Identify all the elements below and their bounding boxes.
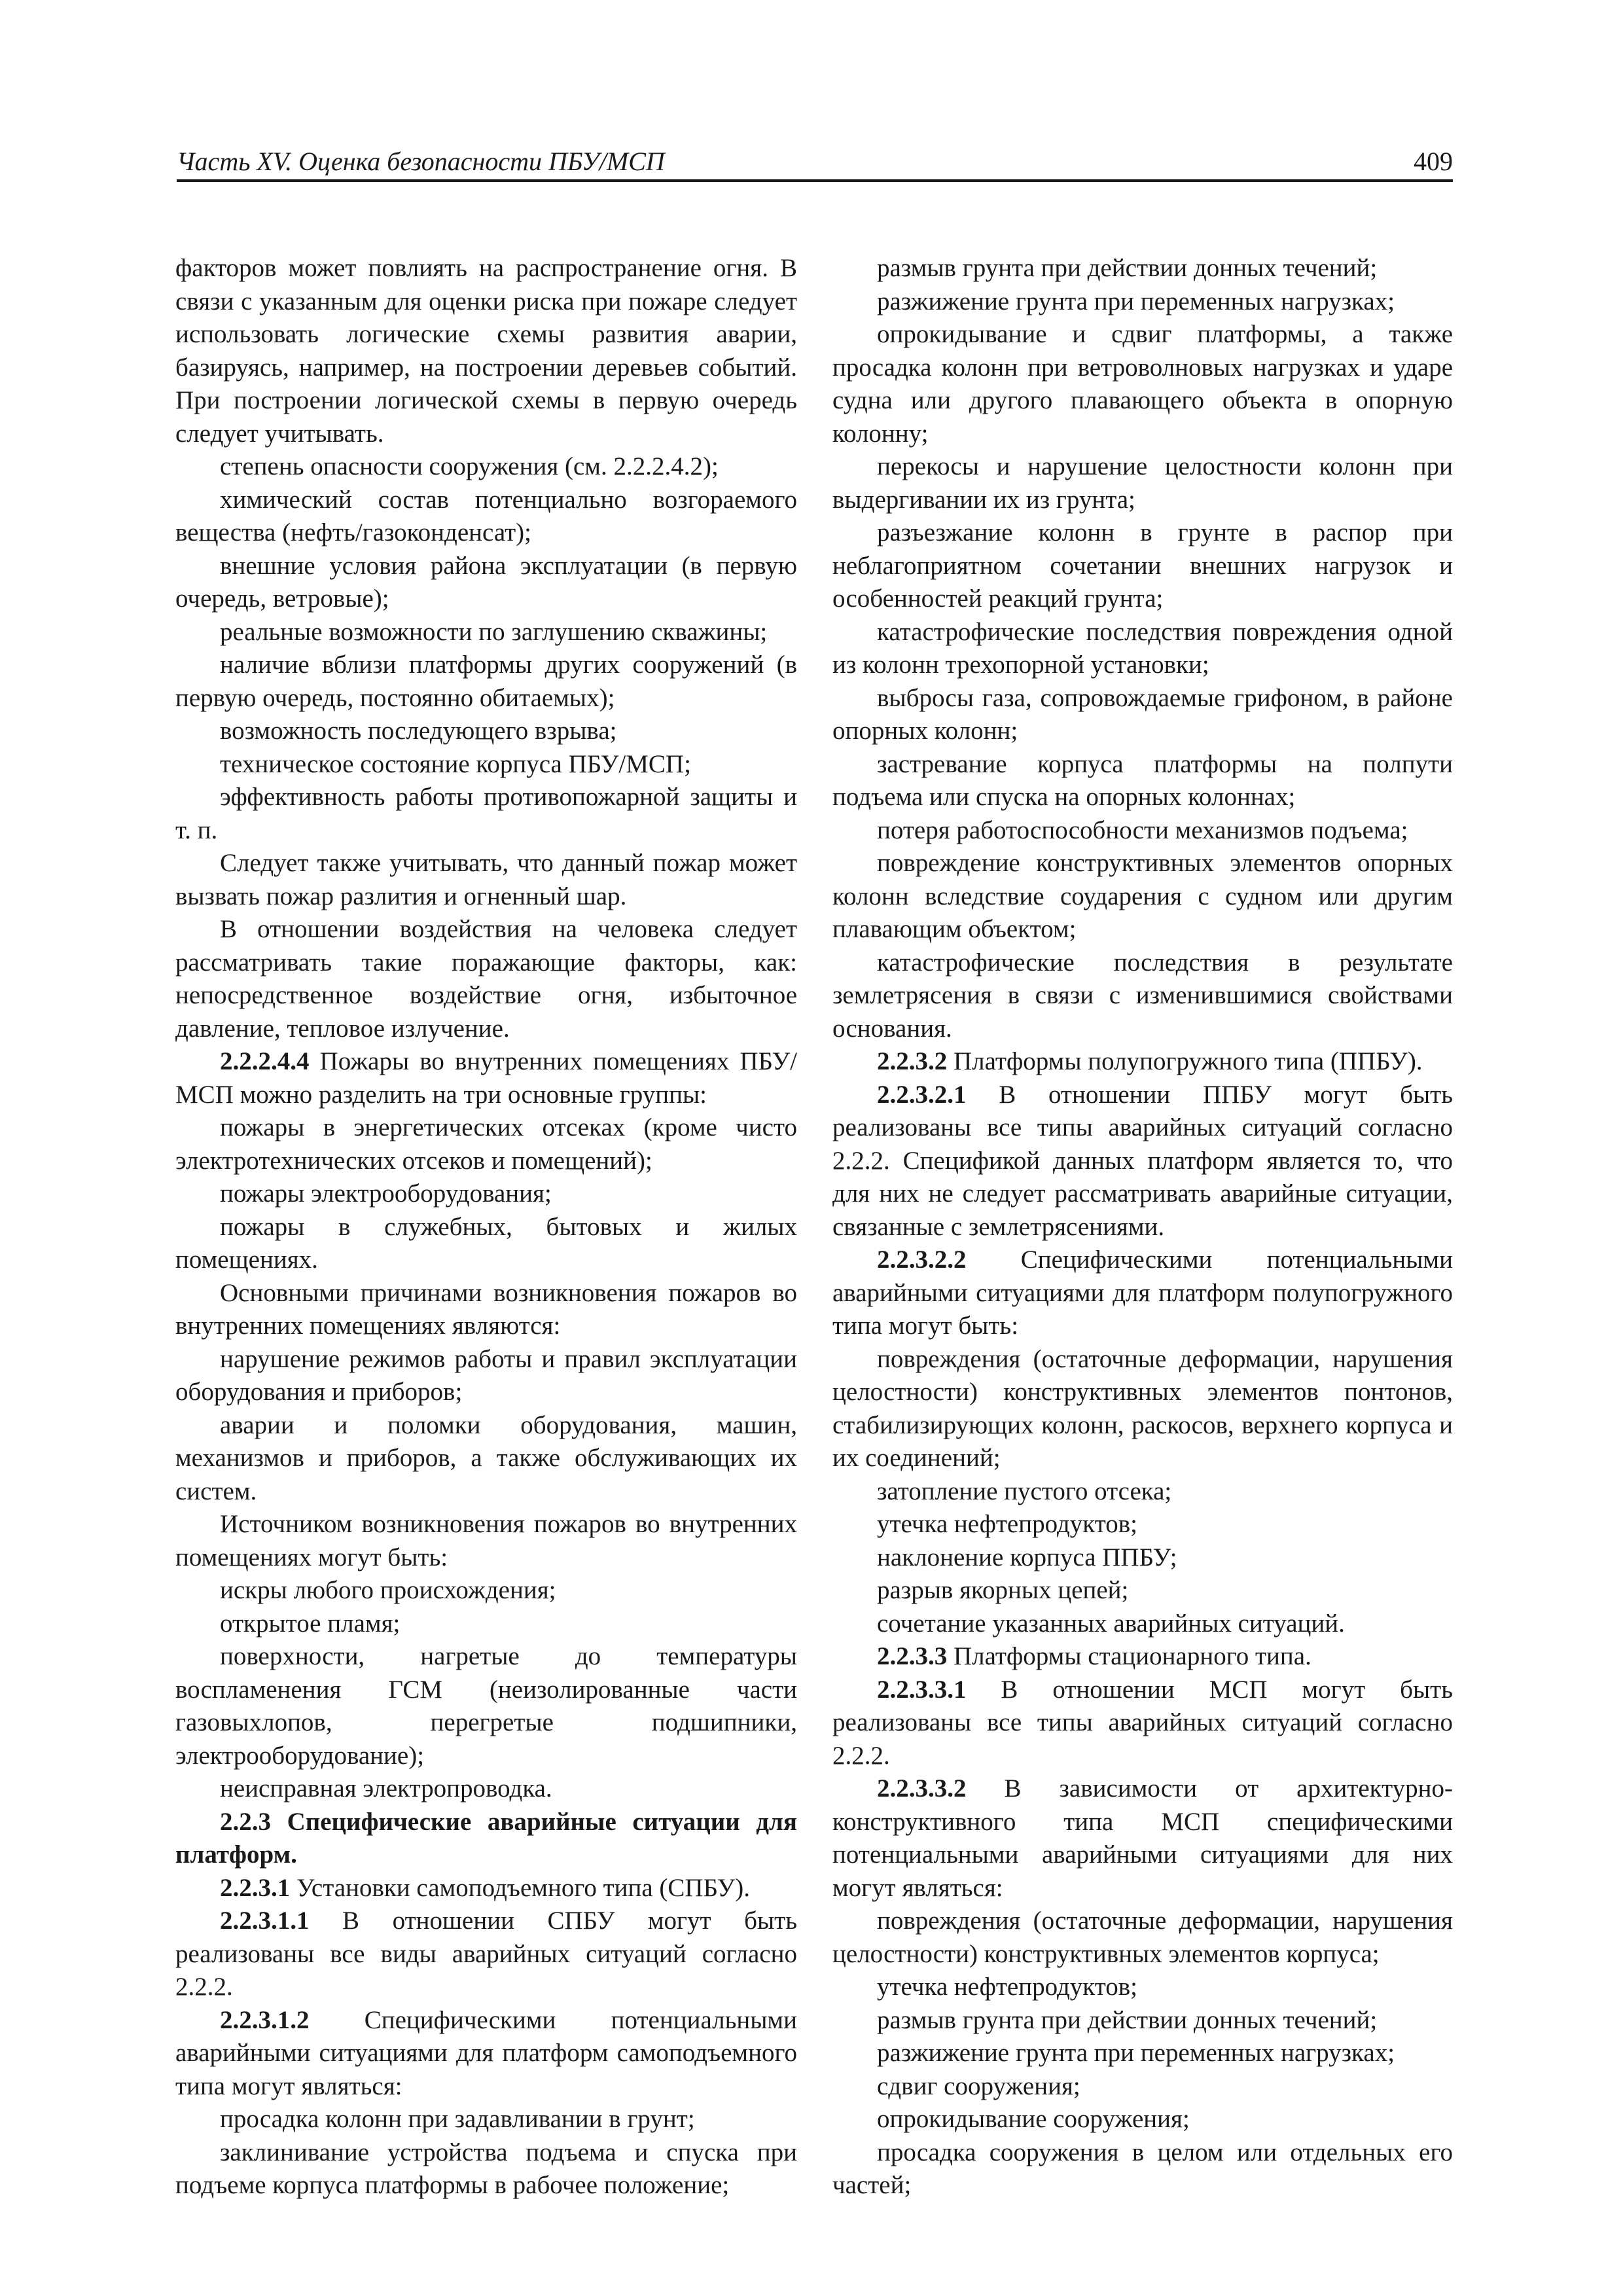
section-number: 2.2.3.3 (877, 1642, 948, 1670)
paragraph (832, 682, 1453, 748)
paragraph (175, 616, 797, 649)
paragraph (832, 1045, 1453, 1079)
paragraph (175, 1607, 797, 1641)
paragraph-text: наличие вблизи платформы других сооружений (в первую очередь, постоянно обитаемых); (175, 651, 797, 712)
paragraph-text: степень опасности сооружения (см. 2.2.2.4.2); (220, 452, 719, 480)
paragraph-text: открытое пламя; (220, 1609, 401, 1638)
paragraph (175, 781, 797, 847)
paragraph (832, 1244, 1453, 1343)
paragraph-text: потеря работоспособности механизмов подъема; (877, 816, 1408, 844)
paragraph (175, 1211, 797, 1277)
paragraph-text: Платформы стационарного типа. (947, 1642, 1311, 1670)
paragraph (175, 1177, 797, 1211)
right-column (832, 252, 1453, 2202)
paragraph-text: выбросы газа, сопровождаемые грифоном, в районе опорных колонн; (832, 683, 1453, 745)
paragraph (175, 649, 797, 715)
paragraph (832, 2136, 1453, 2202)
paragraph (832, 1905, 1453, 1971)
paragraph-text: Специфическими потенциальными аварийными ситуациями для платформ полупогружного типа могут быть: (832, 1246, 1453, 1340)
paragraph-text: разрыв якорных цепей; (877, 1576, 1129, 1604)
paragraph (832, 1607, 1453, 1641)
paragraph (175, 1872, 797, 1905)
paragraph (175, 2136, 797, 2202)
paragraph (832, 748, 1453, 814)
paragraph (832, 1574, 1453, 1607)
paragraph (832, 450, 1453, 516)
paragraph (832, 814, 1453, 848)
paragraph-text: повреждения (остаточные деформации, нарушения целостности) конструктивных элементов понтонов, стабилизирующих колонн, раскосов, верхнего корпуса и их соединений; (832, 1344, 1453, 1472)
paragraph-text: Пожары во внутренних помещениях ПБУ/МСП можно разделить на три основные группы: (175, 1047, 797, 1109)
paragraph (175, 450, 797, 484)
paragraph-text: неисправная электропроводка. (220, 1774, 552, 1803)
paragraph (832, 1541, 1453, 1575)
paragraph-text: Основными причинами возникновения пожаров во внутренних помещениях являются: (175, 1278, 797, 1340)
paragraph-text: Установки самоподъемного типа (СПБУ). (290, 1873, 750, 1902)
paragraph (175, 1277, 797, 1343)
paragraph (832, 2070, 1453, 2104)
paragraph-text: повреждения (остаточные деформации, нарушения целостности) конструктивных элементов корпуса; (832, 1907, 1453, 1968)
paragraph-text: Следует также учитывать, что данный пожар может вызвать пожар разлития и огненный шар. (175, 849, 797, 910)
paragraph (832, 516, 1453, 616)
paragraph-text: наклонение корпуса ППБУ; (877, 1543, 1177, 1571)
paragraph-text: возможность последующего взрыва; (220, 717, 617, 745)
paragraph-text: пожары электрооборудования; (220, 1179, 552, 1208)
paragraph (175, 847, 797, 913)
paragraph (175, 550, 797, 616)
paragraph-text: факторов может повлиять на распространение огня. В связи с указанным для оценки риска при пожаре следует использовать логические схемы развития аварии, базируясь, например, на построении деревьев событий. При построении логической схемы в первую очередь следует учитывать. (175, 254, 797, 448)
paragraph (175, 913, 797, 1045)
paragraph-text: В отношении СПБУ могут быть реализованы все виды аварийных ситуаций согласно 2.2.2. (175, 1907, 797, 2001)
paragraph (832, 1971, 1453, 2004)
section-number: 2.2.2.4.4 (220, 1047, 310, 1075)
paragraph-text: перекосы и нарушение целостности колонн при выдергивании их из грунта; (832, 452, 1453, 514)
paragraph-text: Платформы полупогружного типа (ППБУ). (947, 1047, 1423, 1075)
paragraph (832, 1508, 1453, 1541)
paragraph (832, 1079, 1453, 1244)
paragraph-text: искры любого происхождения; (220, 1576, 556, 1604)
paragraph-text: техническое состояние корпуса ПБУ/МСП; (220, 749, 691, 778)
paragraph-text: эффективность работы противопожарной защиты и т. п. (175, 783, 797, 844)
paragraph-text: нарушение режимов работы и правил эксплуатации оборудования и приборов; (175, 1344, 797, 1406)
paragraph-text: В отношении ППБУ могут быть реализованы все типы аварийных ситуаций согласно 2.2.2. Спецификой данных платформ является то, что для них не следует рассматривать аварийные ситуации, связанные с землетрясениями. (832, 1080, 1453, 1241)
paragraph (175, 2004, 797, 2104)
paragraph-text: В отношении воздействия на человека следует рассматривать такие поражающие факторы, как: непосредственное воздействие огня, избыточное давление, тепловое излучение. (175, 915, 797, 1043)
paragraph-text: В отношении МСП могут быть реализованы все типы аварийных ситуаций согласно 2.2.2. (832, 1675, 1453, 1770)
paragraph (175, 1772, 797, 1806)
paragraph (832, 1343, 1453, 1475)
paragraph (175, 1806, 797, 1872)
paragraph (832, 252, 1453, 285)
paragraph (832, 2103, 1453, 2136)
paragraph-text: утечка нефтепродуктов; (877, 1510, 1137, 1538)
section-number: 2.2.3.1.1 (220, 1907, 310, 1935)
paragraph (832, 1640, 1453, 1674)
paragraph-text: химический состав потенциально возгораемого вещества (нефть/газоконденсат); (175, 485, 797, 547)
paragraph-text: размыв грунта при действии донных течений; (877, 254, 1378, 282)
paragraph-text: опрокидывание и сдвиг платформы, а также просадка колонн при ветроволновых нагрузках и ударе судна или другого плавающего объекта в опорную колонну; (832, 320, 1453, 448)
paragraph (832, 1475, 1453, 1509)
paragraph-text: застревание корпуса платформы на полпути подъема или спуска на опорных колоннах; (832, 749, 1453, 811)
section-number: 2.2.3.2.1 (877, 1080, 967, 1109)
paragraph (175, 2103, 797, 2136)
section-number: 2.2.3.3.1 (877, 1675, 967, 1704)
paragraph-text: заклинивание устройства подъема и спуска при подъеме корпуса платформы в рабочее положение; (175, 2138, 797, 2199)
paragraph (832, 1674, 1453, 1773)
paragraph (175, 252, 797, 450)
paragraph-text: опрокидывание сооружения; (877, 2105, 1190, 2133)
paragraph (175, 1905, 797, 2004)
paragraph-text: В зависимости от архитектурно-конструктивного типа МСП специфическими потенциальными аварийными ситуациями для них могут являться: (832, 1774, 1453, 1902)
running-header (177, 143, 1453, 182)
paragraph-text: внешние условия района эксплуатации (в первую очередь, ветровые); (175, 551, 797, 613)
paragraph (175, 715, 797, 748)
paragraph-text: реальные возможности по заглушению скважины; (220, 617, 768, 646)
paragraph-text: утечка нефтепродуктов; (877, 1973, 1137, 2001)
paragraph-text: просадка сооружения в целом или отдельных его частей; (832, 2138, 1453, 2199)
paragraph (832, 946, 1453, 1046)
paragraph (175, 1045, 797, 1111)
paragraph-text: повреждение конструктивных элементов опорных колонн вследствие соударения с судном или другим плавающим объектом; (832, 849, 1453, 943)
paragraph-text: сочетание указанных аварийных ситуаций. (877, 1609, 1345, 1638)
paragraph-text: пожары в энергетических отсеках (кроме чисто электротехнических отсеков и помещений); (175, 1113, 797, 1175)
paragraph (832, 285, 1453, 319)
paragraph-text: поверхности, нагретые до температуры воспламенения ГСМ (неизолированные части газовыхлопов, перегретые подшипники, электрооборудование); (175, 1642, 797, 1770)
paragraph (832, 2037, 1453, 2070)
paragraph (832, 847, 1453, 946)
paragraph (175, 1508, 797, 1574)
paragraph-text: разъезжание колонн в грунте в распор при неблагоприятном сочетании внешних нагрузок и особенностей реакций грунта; (832, 518, 1453, 613)
paragraph-text: аварии и поломки оборудования, машин, механизмов и приборов, а также обслуживающих их систем. (175, 1410, 797, 1505)
paragraph-text: Источником возникновения пожаров во внутренних помещениях могут быть: (175, 1510, 797, 1571)
section-number: 2.2.3.2.2 (877, 1246, 967, 1274)
header-title: Часть XV. Оценка безопасности ПБУ/МСП (177, 147, 665, 176)
section-number: 2.2.3.2 (877, 1047, 948, 1075)
paragraph-text: катастрофические последствия повреждения одной из колонн трехопорной установки; (832, 617, 1453, 679)
paragraph-text: разжижение грунта при переменных нагрузках; (877, 287, 1395, 315)
page-number: 409 (1414, 147, 1453, 176)
paragraph-text: катастрофические последствия в результате землетрясения в связи с изменившимися свойствами основания. (832, 948, 1453, 1043)
paragraph (832, 616, 1453, 682)
paragraph (175, 1343, 797, 1409)
paragraph-text: затопление пустого отсека; (877, 1477, 1172, 1505)
paragraph-text: размыв грунта при действии донных течений; (877, 2005, 1378, 2034)
paragraph-text: сдвиг сооружения; (877, 2072, 1080, 2100)
paragraph-text: просадка колонн при задавливании в грунт; (220, 2105, 695, 2133)
section-number: 2.2.3 Специфические аварийные ситуации для платформ. (175, 1807, 797, 1869)
paragraph-text: Специфическими потенциальными аварийными ситуациями для платформ самоподъемного типа могут являться: (175, 2005, 797, 2100)
paragraph (175, 1409, 797, 1509)
section-number: 2.2.3.1 (220, 1873, 291, 1902)
paragraph (832, 318, 1453, 450)
paragraph (175, 484, 797, 550)
paragraph-text: пожары в служебных, бытовых и жилых помещениях. (175, 1212, 797, 1274)
paragraph-text: разжижение грунта при переменных нагрузках; (877, 2039, 1395, 2067)
section-number: 2.2.3.3.2 (877, 1774, 967, 1803)
header-rule (177, 179, 1453, 182)
paragraph (175, 1574, 797, 1607)
section-number: 2.2.3.1.2 (220, 2005, 310, 2034)
paragraph (175, 748, 797, 781)
paragraph (832, 2004, 1453, 2037)
paragraph (175, 1111, 797, 1177)
paragraph (175, 1640, 797, 1772)
left-column (175, 252, 797, 2202)
paragraph (832, 1772, 1453, 1905)
